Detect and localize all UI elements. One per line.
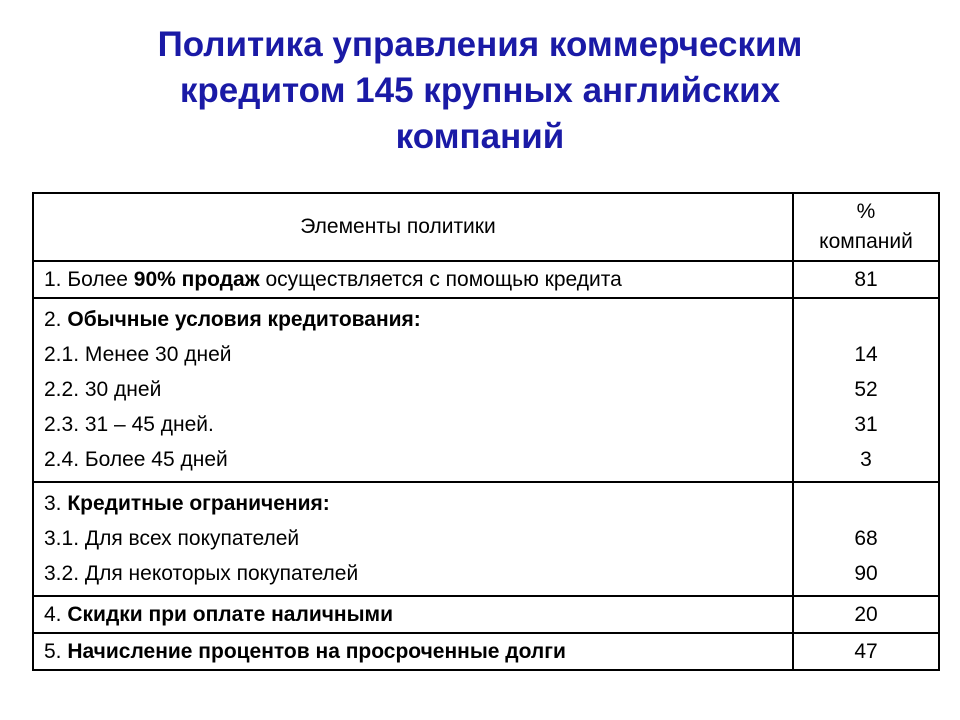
row1-label-cell — [33, 261, 793, 298]
row4-value-cell — [793, 596, 939, 633]
row2-item-label: 2.1. Менее 30 дней — [44, 343, 232, 366]
header-percent — [793, 193, 939, 261]
row1-bold: 90% продаж — [133, 268, 260, 291]
row2-blank — [804, 302, 928, 337]
row2-heading-text: Обычные условия кредитования: — [67, 308, 421, 331]
row5-label-cell — [33, 633, 793, 670]
title-line-3: компаний — [395, 117, 565, 156]
table-row — [33, 633, 939, 670]
row4-value: 20 — [854, 603, 878, 626]
table-header-row — [33, 193, 939, 261]
row5-value: 47 — [854, 640, 878, 663]
row1-value: 81 — [854, 268, 878, 291]
row2-label-cell — [33, 298, 793, 482]
row4-num: 4. — [44, 603, 68, 626]
title-line-2: кредитом 145 крупных английских — [179, 71, 781, 110]
row3-blank — [804, 486, 928, 521]
row5-value-cell — [793, 633, 939, 670]
row2-num: 2. — [44, 308, 68, 331]
row2-item-value: 14 — [854, 343, 878, 366]
row2-heading — [44, 302, 782, 337]
row2-value-cell — [793, 298, 939, 482]
row2-item-value: 31 — [854, 413, 878, 436]
header-percent-label: компаний — [819, 230, 913, 253]
header-elements-label: Элементы политики — [300, 215, 496, 238]
row1-value-cell — [793, 261, 939, 298]
row2-item-label: 2.3. 31 – 45 дней. — [44, 413, 214, 436]
row2-item-label: 2.2. 30 дней — [44, 378, 162, 401]
row3-label-cell — [33, 482, 793, 596]
row5-num: 5. — [44, 640, 68, 663]
row1-suffix: осуществляется с помощью кредита — [259, 268, 622, 291]
table-row — [33, 298, 939, 482]
row3-item-value: 90 — [854, 562, 878, 585]
row4-heading-text: Скидки при оплате наличными — [67, 603, 393, 626]
row3-item-label: 3.1. Для всех покупателей — [44, 527, 300, 550]
header-elements — [33, 193, 793, 261]
header-percent-sign: % — [856, 200, 876, 223]
row3-heading-text: Кредитные ограничения: — [67, 492, 330, 515]
row3-value-cell — [793, 482, 939, 596]
table-row — [33, 482, 939, 596]
row3-item-value: 68 — [854, 527, 878, 550]
row4-label-cell — [33, 596, 793, 633]
title-line-1: Политика управления коммерческим — [157, 25, 803, 64]
row1-prefix: 1. Более — [44, 268, 134, 291]
row3-heading — [44, 486, 782, 521]
row5-label — [44, 634, 782, 669]
table-row — [33, 596, 939, 633]
row2-item-label: 2.4. Более 45 дней — [44, 448, 228, 471]
row1-label — [44, 262, 782, 297]
row5-heading-text: Начисление процентов на просроченные долги — [67, 640, 566, 663]
row3-num: 3. — [44, 492, 68, 515]
row4-label — [44, 597, 782, 632]
row3-item-label: 3.2. Для некоторых покупателей — [44, 562, 359, 585]
policy-table — [32, 192, 940, 671]
page-title — [40, 22, 920, 160]
row2-item-value: 52 — [854, 378, 878, 401]
row2-item-value: 3 — [860, 448, 872, 471]
table-row — [33, 261, 939, 298]
